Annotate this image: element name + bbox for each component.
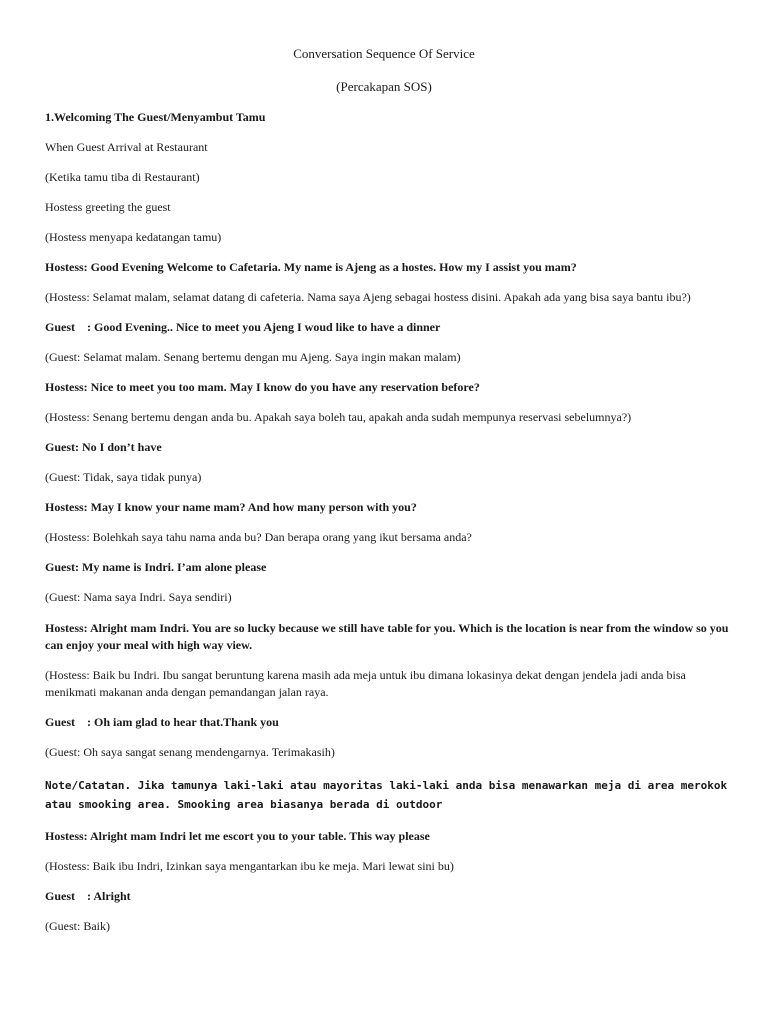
dialogue-line-guest: Guest : Good Evening.. Nice to meet you Ajeng I woud like to have a dinner bbox=[45, 320, 441, 334]
dialogue-line-guest: Guest: My name is Indri. I’am alone please bbox=[45, 560, 267, 574]
context-line: When Guest Arrival at Restaurant bbox=[45, 140, 208, 154]
dialogue-translation: (Hostess: Selamat malam, selamat datang di cafeteria. Nama saya Ajeng sebagai hostess disini. Apakah ada yang bisa saya bantu ibu?) bbox=[45, 290, 691, 304]
document-subtitle: (Percakapan SOS) bbox=[336, 79, 432, 94]
dialogue-translation: (Guest: Oh saya sangat senang mendengarnya. Terimakasih) bbox=[45, 745, 335, 759]
dialogue-line-guest: Guest : Oh iam glad to hear that.Thank you bbox=[45, 715, 279, 729]
dialogue-line-hostess: Hostess: Alright mam Indri let me escort you to your table. This way please bbox=[45, 829, 430, 843]
dialogue-line-hostess: Hostess: Nice to meet you too mam. May I know do you have any reservation before? bbox=[45, 380, 480, 394]
context-line: Hostess greeting the guest bbox=[45, 200, 171, 214]
dialogue-line-hostess: Hostess: May I know your name mam? And how many person with you? bbox=[45, 500, 417, 514]
dialogue-translation: (Hostess: Bolehkah saya tahu nama anda bu? Dan berapa orang yang ikut bersama anda? bbox=[45, 530, 472, 544]
dialogue-translation: (Guest: Baik) bbox=[45, 919, 110, 933]
dialogue-line-guest: Guest : Alright bbox=[45, 889, 131, 903]
note-block: Note/Catatan. Jika tamunya laki-laki atau mayoritas laki-laki anda bisa menawarkan meja di area merokok atau smooking area. Smooking area biasanya berada di outdoor bbox=[45, 779, 728, 811]
dialogue-line-hostess: Hostess: Good Evening Welcome to Cafetaria. My name is Ajeng as a hostes. How my I assist you mam? bbox=[45, 260, 577, 274]
context-translation: (Hostess menyapa kedatangan tamu) bbox=[45, 230, 222, 244]
context-translation: (Ketika tamu tiba di Restaurant) bbox=[45, 170, 200, 184]
dialogue-line-hostess: Hostess: Alright mam Indri. You are so lucky because we still have table for you. Which is the location is near from the window so you can enjoy your meal with high way view. bbox=[45, 621, 729, 652]
document-title: Conversation Sequence Of Service bbox=[293, 46, 475, 61]
dialogue-line-guest: Guest: No I don’t have bbox=[45, 440, 162, 454]
dialogue-translation: (Guest: Nama saya Indri. Saya sendiri) bbox=[45, 590, 232, 604]
dialogue-translation: (Hostess: Baik ibu Indri, Izinkan saya mengantarkan ibu ke meja. Mari lewat sini bu) bbox=[45, 859, 454, 873]
dialogue-translation: (Hostess: Baik bu Indri. Ibu sangat beruntung karena masih ada meja untuk ibu dimana lokasinya dekat dengan jendela jadi anda bisa menikmati makanan anda dengan pemandangan jalan raya. bbox=[45, 668, 686, 699]
dialogue-translation: (Guest: Tidak, saya tidak punya) bbox=[45, 470, 202, 484]
dialogue-translation: (Guest: Selamat malam. Senang bertemu dengan mu Ajeng. Saya ingin makan malam) bbox=[45, 350, 461, 364]
dialogue-translation: (Hostess: Senang bertemu dengan anda bu. Apakah saya boleh tau, apakah anda sudah mempunya reservasi sebelumnya?) bbox=[45, 410, 632, 424]
section-heading: 1.Welcoming The Guest/Menyambut Tamu bbox=[45, 110, 266, 124]
